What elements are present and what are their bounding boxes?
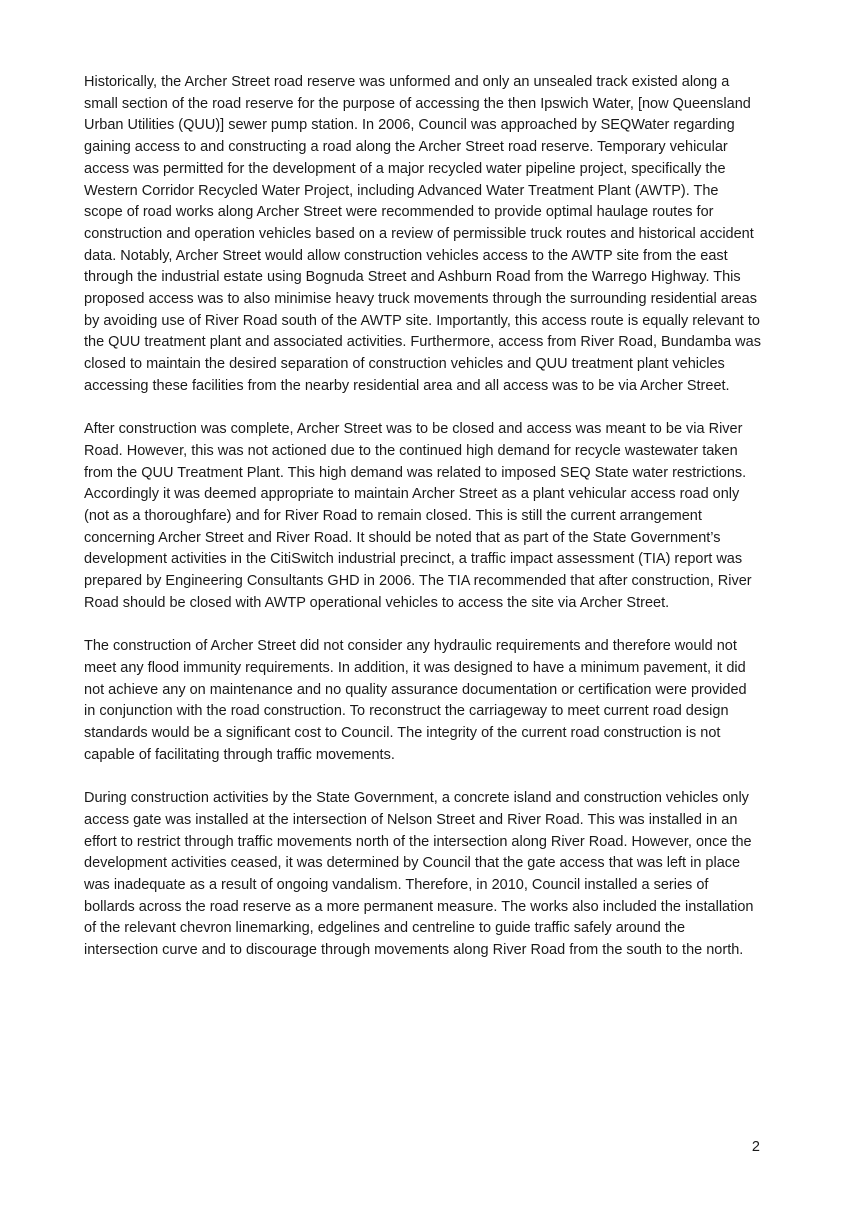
paragraph-road-construction-standards: The construction of Archer Street did not consider any hydraulic requirements and therefore would not meet any flood immunity requirements. In addition, it was designed to have a minimum pavement, it did not achieve any on maintenance and no quality assurance documentation or certification were provided in conjunction with the road construction. To reconstruct the carriageway to meet current road design standards would be a significant cost to Council. The integrity of the current road construction is not capable of facilitating through traffic movements.: [84, 638, 747, 763]
page-number: 2: [751, 1139, 760, 1155]
paragraph-archer-street-history: Historically, the Archer Street road reserve was unformed and only an unsealed track existed along a small section of the road reserve for the purpose of accessing the then Ipswich Water, [now Queensland Urban Utilities (QUU)] sewer pump station. In 2006, Council was approached by SEQWater regarding gaining access to and constructing a road along the Archer Street road reserve. Temporary vehicular access was permitted for the development of a major recycled water pipeline project, specifically the Western Corridor Recycled Water Project, including Advanced Water Treatment Plant (AWTP). The scope of road works along Archer Street were recommended to provide optimal haulage routes for construction and operation vehicles based on a review of permissible truck routes and historical accident data. Notably, Archer Street would allow construction vehicles access to the AWTP site from the east through the industrial estate using Bognuda Street and Ashburn Road from the Warrego Highway. This proposed access was to also minimise heavy truck movements through the surrounding residential areas by avoiding use of River Road south of the AWTP site. Importantly, this access route is equally relevant to the QUU treatment plant and associated activities. Furthermore, access from River Road, Bundamba was closed to maintain the desired separation of construction vehicles and QUU treatment plant vehicles accessing these facilities from the nearby residential area and all access was to be via Archer Street.: [84, 74, 761, 394]
paragraph-river-road-closure: During construction activities by the State Government, a concrete island and construction vehicles only access gate was installed at the intersection of Nelson Street and River Road. This was installed in an effort to restrict through traffic movements north of the intersection along River Road. However, once the development activities ceased, it was determined by Council that the gate access that was left in place was inadequate as a result of ongoing vandalism. Therefore, in 2010, Council installed a series of bollards across the road reserve as a more permanent measure. The works also included the installation of the relevant chevron linemarking, edgelines and centreline to guide traffic safely around the intersection curve and to discourage through movements along River Road from the south to the north.: [84, 790, 754, 959]
document-body: [84, 72, 761, 983]
paragraph-post-construction-access: After construction was complete, Archer Street was to be closed and access was meant to be via River Road. However, this was not actioned due to the continued high demand for recycle wastewater taken from the QUU Treatment Plant. This high demand was related to imposed SEQ State water restrictions. Accordingly it was deemed appropriate to maintain Archer Street as a plant vehicular access road only (not as a thoroughfare) and for River Road to remain closed. This is still the current arrangement concerning Archer Street and River Road. It should be noted that as part of the State Government’s development activities in the CitiSwitch industrial precinct, a traffic impact assessment (TIA) report was prepared by Engineering Consultants GHD in 2006. The TIA recommended that after construction, River Road should be closed with AWTP operational vehicles to access the site via Archer Street.: [84, 421, 752, 611]
